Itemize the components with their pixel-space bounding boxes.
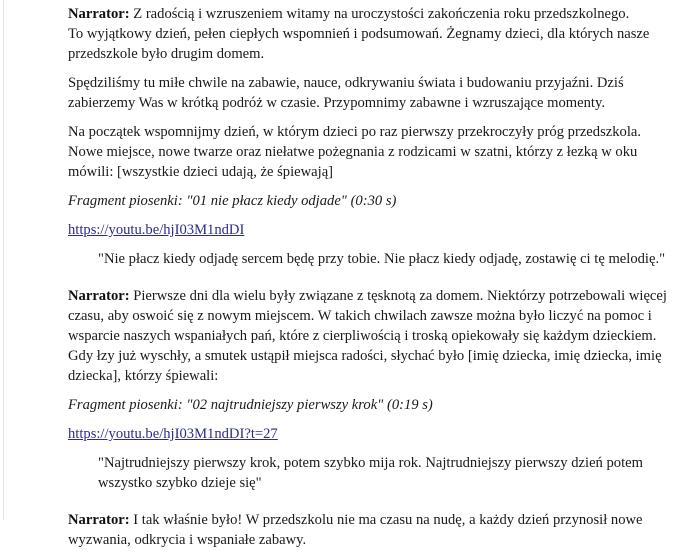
youtube-link-1[interactable]: https://youtu.be/hjI03M1ndDI — [68, 222, 245, 238]
narrator-paragraph-2 — [68, 286, 668, 386]
speaker-label: Narrator: — [68, 6, 130, 22]
paragraph-2: Spędziliśmy tu miłe chwile na zabawie, nauce, odkrywaniu świata i budowaniu przyjaźni. Dziś zabierzemy Was w krótką podróż w czasie. Przypomnimy zabawne i wzruszające momenty. — [68, 75, 624, 111]
paragraph-text: Z radością i wzruszeniem witamy na uroczystości zakończenia roku przedszkolnego. — [133, 6, 630, 22]
song-lyrics-quote-1: "Nie płacz kiedy odjadę sercem będę przy tobie. Nie płacz kiedy odjadę, zostawię ci tę melodię." — [98, 251, 666, 267]
paragraph-3: Na początek wspomnijmy dzień, w którym dzieci po raz pierwszy przekroczyły próg przedszkola. Nowe miejsce, nowe twarze oraz niełatwe pożegnania z rodzicami w szatni, którzy z łezką w oku mówili: [wszystkie dzieci udają, że śpiewają] — [68, 124, 642, 180]
narrator-paragraph-3 — [68, 510, 668, 550]
narrator-paragraph-1 — [68, 4, 668, 64]
paragraph-text: I tak właśnie było! W przedszkolu nie ma czasu na nudę, a każdy dzień przynosił nowe wyzwania, odkrycia i wspaniałe zabawy. — [68, 512, 643, 548]
speaker-label: Narrator: — [68, 288, 130, 304]
document-body — [68, 4, 668, 559]
youtube-link-2[interactable]: https://youtu.be/hjI03M1ndDI?t=27 — [68, 426, 278, 442]
page-edge-divider — [3, 0, 4, 520]
speaker-label: Narrator: — [68, 512, 130, 528]
song-fragment-1: Fragment piosenki: "01 nie płacz kiedy odjade" (0:30 s) — [68, 193, 397, 209]
song-fragment-2: Fragment piosenki: "02 najtrudniejszy pierwszy krok" (0:19 s) — [68, 397, 433, 413]
paragraph-text: To wyjątkowy dzień, pełen ciepłych wspomnień i podsumowań. Żegnamy dzieci, dla których nasze przedszkole było drugim domem. — [68, 26, 650, 62]
song-lyrics-quote-2: "Najtrudniejszy pierwszy krok, potem szybko mija rok. Najtrudniejszy pierwszy dzień potem wszystko szybko dzieje się" — [98, 455, 643, 491]
paragraph-text: Pierwsze dni dla wielu były związane z tęsknotą za domem. Niektórzy potrzebowali więcej czasu, aby oswoić się z nowym miejscem. W takich chwilach zawsze można było liczyć na pomoc i wsparcie naszych wspaniałych pań, które z cierpliwością i troską opiekowały się każdym dzieckiem. Gdy łzy już wyschły, a smutek ustąpił miejsca radości, słychać było [imię dziecka, imię dziecka, imię dziecka], którzy śpiewali: — [68, 288, 667, 384]
